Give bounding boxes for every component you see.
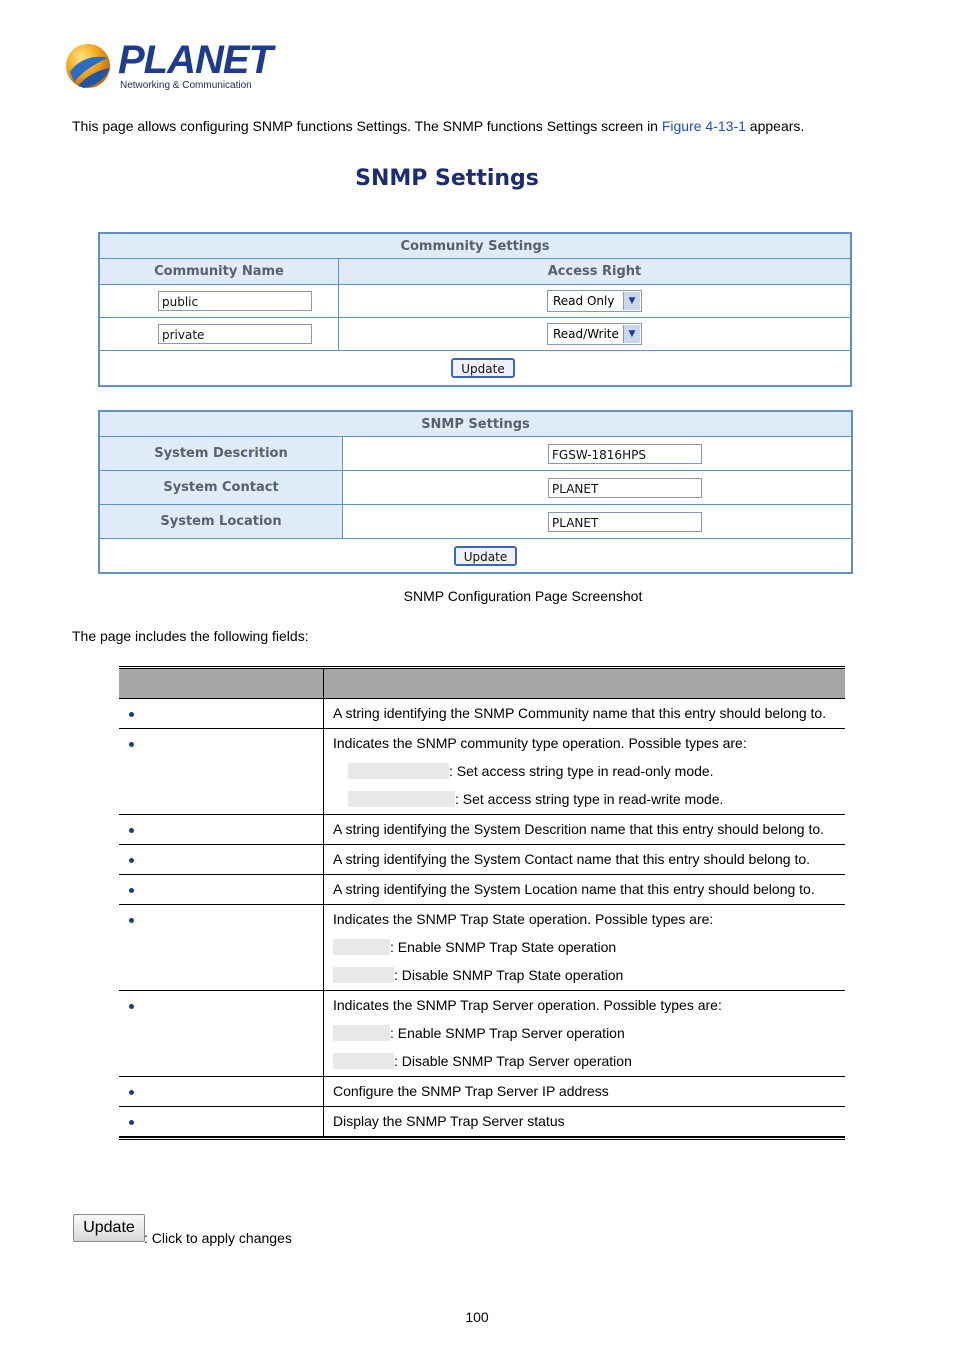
snmp-settings-header: SNMP Settings — [100, 412, 852, 437]
table-row — [119, 991, 845, 1077]
community-update-button[interactable]: Update — [451, 358, 514, 378]
bullet-icon — [129, 1090, 134, 1095]
logo-wordmark: PLANET — [118, 38, 272, 82]
table-row — [119, 1107, 845, 1137]
table-row — [119, 815, 845, 845]
update-button[interactable]: Update — [73, 1214, 145, 1242]
planet-logo — [64, 38, 272, 94]
row-description: A string identifying the SNMP Community name that this entry should belong to. — [324, 699, 846, 729]
bullet-icon — [129, 1004, 134, 1009]
community-settings-table — [98, 232, 852, 387]
figure-caption: SNMP Configuration Page Screenshot — [403, 588, 643, 604]
access-right-select[interactable] — [547, 290, 642, 312]
bullet-icon — [129, 712, 134, 717]
community-row — [100, 285, 851, 318]
logo-tagline: Networking & Communication — [120, 80, 252, 91]
row-description: A string identifying the System Location name that this entry should belong to. — [324, 875, 846, 905]
option-line: : Set access string type in read-only mode. — [333, 763, 837, 779]
access-right-value: Read/Write — [553, 327, 619, 341]
system-location-label: System Location — [100, 505, 343, 539]
snmp-row — [100, 471, 852, 505]
table-row — [119, 729, 845, 815]
community-name-column: Community Name — [100, 259, 339, 285]
system-description-label: System Descrition — [100, 437, 343, 471]
row-description: Indicates the SNMP community type operation. Possible types are: — [333, 735, 747, 751]
table-row — [119, 875, 845, 905]
row-description: Indicates the SNMP Trap State operation. Possible types are: — [333, 911, 714, 927]
community-row — [100, 318, 851, 351]
figure-link[interactable]: Figure 4-13-1 — [661, 118, 746, 134]
system-description-input[interactable]: FGSW-1816HPS — [548, 444, 702, 464]
row-description: Configure the SNMP Trap Server IP address — [324, 1077, 846, 1107]
globe-logo-icon — [64, 42, 112, 90]
page-number: 100 — [465, 1309, 489, 1325]
table-row — [119, 699, 845, 729]
option-line: : Enable SNMP Trap Server operation — [333, 1025, 837, 1041]
snmp-row — [100, 437, 852, 471]
table-row — [119, 845, 845, 875]
option-line: : Enable SNMP Trap State operation — [333, 939, 837, 955]
option-line: : Set access string type in read-write mode. — [333, 791, 837, 807]
snmp-update-button[interactable]: Update — [454, 546, 517, 566]
row-description: A string identifying the System Contact name that this entry should belong to. — [324, 845, 846, 875]
snmp-row — [100, 505, 852, 539]
screenshot-title: SNMP Settings — [355, 166, 539, 191]
row-description: A string identifying the System Descrition name that this entry should belong to. — [324, 815, 846, 845]
option-line: : Disable SNMP Trap State operation — [333, 967, 837, 983]
intro-paragraph — [72, 118, 804, 134]
system-location-input[interactable]: PLANET — [548, 512, 702, 532]
access-right-value: Read Only — [553, 294, 615, 308]
chevron-down-icon[interactable]: ▼ — [623, 325, 640, 343]
row-description: Indicates the SNMP Trap Server operation. Possible types are: — [333, 997, 722, 1013]
intro-text: This page allows configuring SNMP functions Settings. The SNMP functions Settings screen in — [72, 118, 662, 134]
option-line: : Disable SNMP Trap Server operation — [333, 1053, 837, 1069]
bullet-icon — [129, 828, 134, 833]
row-description: Display the SNMP Trap Server status — [324, 1107, 846, 1137]
table-row — [119, 905, 845, 991]
bullet-icon — [129, 858, 134, 863]
table-header-row — [119, 669, 845, 699]
fields-intro: The page includes the following fields: — [72, 628, 309, 644]
community-settings-header: Community Settings — [100, 234, 851, 259]
system-contact-input[interactable]: PLANET — [548, 478, 702, 498]
system-contact-label: System Contact — [100, 471, 343, 505]
bullet-icon — [129, 742, 134, 747]
community-name-input[interactable]: private — [158, 324, 312, 344]
access-right-column: Access Right — [339, 259, 851, 285]
access-right-select[interactable] — [547, 323, 642, 345]
chevron-down-icon[interactable]: ▼ — [623, 292, 640, 310]
bullet-icon — [129, 1120, 134, 1125]
bullet-icon — [129, 918, 134, 923]
update-button-description: : Click to apply changes — [144, 1230, 292, 1246]
bullet-icon — [129, 888, 134, 893]
community-name-input[interactable]: public — [158, 291, 312, 311]
intro-text-end: appears. — [745, 118, 805, 134]
snmp-settings-table — [98, 410, 853, 574]
table-row — [119, 1077, 845, 1107]
field-description-table — [119, 666, 845, 1140]
